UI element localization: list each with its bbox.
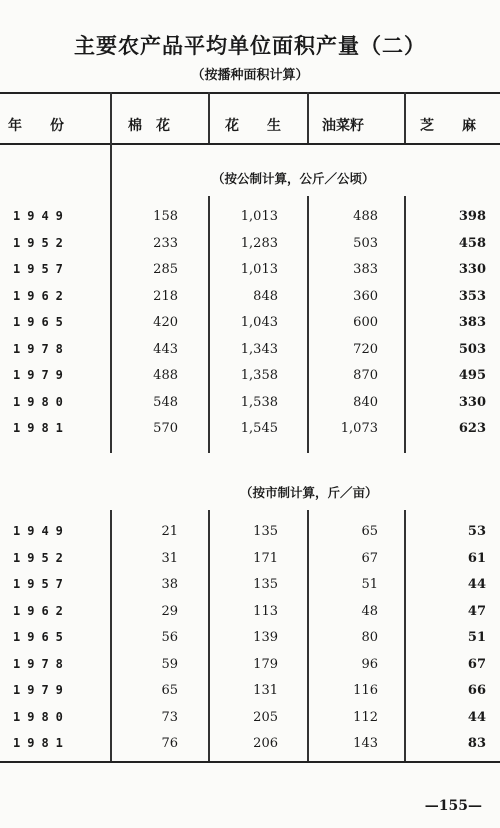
cell-sesame: 330 — [458, 394, 486, 410]
cell-peanut: 1,358 — [240, 368, 278, 383]
cell-year: 1980 — [13, 709, 70, 724]
table-row — [0, 338, 500, 365]
header-divider-3 — [307, 92, 309, 143]
table-row — [0, 311, 500, 338]
cell-sesame: 398 — [458, 209, 486, 224]
cell-rapeseed: 143 — [353, 736, 378, 751]
cell-year: 1979 — [13, 683, 70, 697]
cell-sesame: 383 — [458, 315, 486, 330]
cell-rapeseed: 488 — [353, 209, 378, 224]
cell-peanut: 1,538 — [240, 394, 278, 410]
cell-peanut: 171 — [253, 550, 278, 566]
cell-cotton: 76 — [161, 736, 178, 751]
cell-sesame: 53 — [467, 524, 486, 539]
cell-rapeseed: 116 — [353, 683, 378, 698]
cell-cotton: 21 — [161, 524, 178, 539]
cell-peanut: 848 — [253, 288, 278, 304]
cell-year: 1978 — [13, 656, 70, 671]
cell-peanut: 135 — [253, 577, 278, 592]
cell-rapeseed: 67 — [361, 550, 378, 566]
cell-year: 1957 — [13, 262, 70, 276]
cell-peanut: 139 — [253, 630, 278, 645]
cell-rapeseed: 51 — [361, 577, 378, 592]
cell-peanut: 1,013 — [240, 209, 278, 224]
cell-peanut: 1,343 — [240, 341, 278, 357]
cell-year: 1980 — [13, 394, 70, 409]
cell-cotton: 65 — [161, 683, 178, 698]
table-row — [0, 285, 500, 312]
cell-year: 1962 — [13, 603, 70, 618]
cell-cotton: 56 — [161, 630, 178, 645]
header-cotton: 棉 花 — [128, 118, 170, 134]
cell-year: 1949 — [13, 524, 70, 538]
header-divider-2 — [208, 92, 210, 143]
cell-rapeseed: 112 — [353, 709, 378, 725]
cell-year: 1965 — [13, 630, 70, 644]
header-bottom-rule — [0, 143, 500, 145]
cell-year: 1979 — [13, 368, 70, 382]
table-row — [0, 520, 500, 547]
cell-rapeseed: 870 — [353, 368, 378, 383]
table-row — [0, 732, 500, 759]
table-row — [0, 547, 500, 574]
table-row — [0, 600, 500, 627]
cell-peanut: 205 — [253, 709, 278, 725]
header-rapeseed: 油菜籽 — [322, 118, 364, 134]
cell-rapeseed: 360 — [353, 288, 378, 304]
section-label-market: （按市制计算，斤／亩） — [240, 485, 378, 500]
cell-sesame: 330 — [458, 262, 486, 277]
cell-year: 1981 — [13, 736, 70, 750]
cell-year: 1949 — [13, 209, 70, 223]
table-row — [0, 626, 500, 653]
cell-cotton: 29 — [161, 603, 178, 619]
table-row — [0, 258, 500, 285]
header-year: 年 份 — [8, 118, 64, 134]
cell-peanut: 135 — [253, 524, 278, 539]
cell-sesame: 623 — [458, 421, 486, 436]
table-row — [0, 205, 500, 232]
cell-sesame: 61 — [467, 550, 486, 566]
cell-peanut: 1,043 — [240, 315, 278, 330]
cell-cotton: 548 — [153, 394, 178, 410]
table-row — [0, 573, 500, 600]
header-divider-1 — [110, 92, 112, 143]
cell-sesame: 66 — [467, 683, 486, 698]
cell-sesame: 353 — [458, 288, 486, 304]
table-row — [0, 706, 500, 733]
cell-cotton: 59 — [161, 656, 178, 672]
cell-rapeseed: 80 — [361, 630, 378, 645]
table-row — [0, 417, 500, 444]
cell-peanut: 113 — [253, 603, 278, 619]
cell-sesame: 83 — [467, 736, 486, 751]
cell-rapeseed: 65 — [361, 524, 378, 539]
cell-peanut: 131 — [253, 683, 278, 698]
table-row — [0, 391, 500, 418]
cell-year: 1965 — [13, 315, 70, 329]
table-bottom-rule — [0, 761, 500, 763]
cell-year: 1952 — [13, 550, 70, 565]
cell-rapeseed: 720 — [353, 341, 378, 357]
cell-sesame: 495 — [458, 368, 486, 383]
cell-sesame: 67 — [467, 656, 486, 672]
page-number: —155— — [424, 798, 482, 814]
cell-year: 1962 — [13, 288, 70, 303]
table-section-market — [0, 520, 500, 759]
header-sesame: 芝 麻 — [420, 118, 476, 134]
cell-sesame: 458 — [458, 235, 486, 251]
cell-sesame: 44 — [467, 577, 486, 592]
cell-peanut: 1,013 — [240, 262, 278, 277]
cell-cotton: 73 — [161, 709, 178, 725]
cell-cotton: 218 — [153, 288, 178, 304]
cell-peanut: 206 — [253, 736, 278, 751]
page-subtitle: （按播种面积计算） — [191, 68, 309, 83]
table-section-metric — [0, 205, 500, 444]
cell-cotton: 570 — [153, 421, 178, 436]
cell-sesame: 44 — [467, 709, 486, 725]
cell-cotton: 38 — [161, 577, 178, 592]
cell-rapeseed: 48 — [361, 603, 378, 619]
cell-rapeseed: 840 — [353, 394, 378, 410]
table-row — [0, 679, 500, 706]
cell-rapeseed: 96 — [361, 656, 378, 672]
cell-cotton: 233 — [153, 235, 178, 251]
cell-sesame: 503 — [458, 341, 486, 357]
cell-year: 1978 — [13, 341, 70, 356]
cell-sesame: 47 — [467, 603, 486, 619]
cell-rapeseed: 503 — [353, 235, 378, 251]
cell-rapeseed: 383 — [353, 262, 378, 277]
cell-peanut: 1,545 — [240, 421, 278, 436]
cell-year: 1957 — [13, 577, 70, 591]
cell-rapeseed: 1,073 — [340, 421, 378, 436]
cell-cotton: 443 — [153, 341, 178, 357]
cell-cotton: 31 — [161, 550, 178, 566]
table-top-rule — [0, 92, 500, 94]
cell-sesame: 51 — [467, 630, 486, 645]
header-divider-4 — [404, 92, 406, 143]
cell-rapeseed: 600 — [353, 315, 378, 330]
cell-cotton: 285 — [153, 262, 178, 277]
table-row — [0, 232, 500, 259]
cell-year: 1981 — [13, 421, 70, 435]
cell-peanut: 1,283 — [240, 235, 278, 251]
page-title: 主要农产品平均单位面积产量（二） — [74, 33, 426, 58]
cell-peanut: 179 — [253, 656, 278, 672]
cell-year: 1952 — [13, 235, 70, 250]
header-peanut: 花 生 — [225, 118, 281, 134]
cell-cotton: 488 — [153, 368, 178, 383]
cell-cotton: 158 — [153, 209, 178, 224]
table-row — [0, 364, 500, 391]
table-row — [0, 653, 500, 680]
cell-cotton: 420 — [153, 315, 178, 330]
section-label-metric: （按公制计算，公斤／公顷） — [212, 171, 375, 186]
